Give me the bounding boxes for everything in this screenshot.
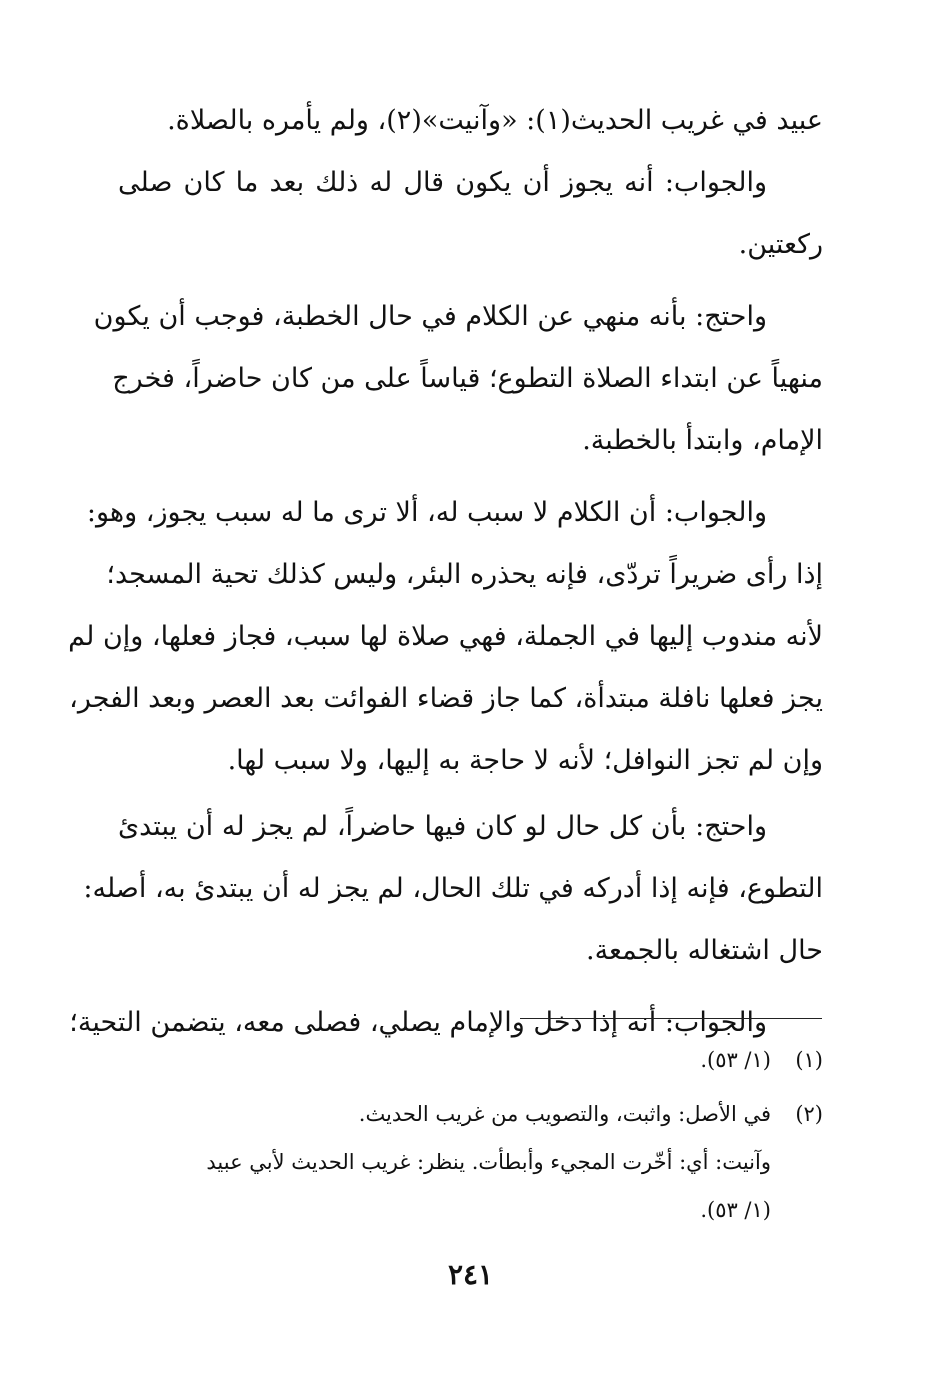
main-text <box>68 90 823 1054</box>
footnote-2-text-line-3: (١/ ٥٣). <box>700 1198 771 1222</box>
footnote-1-number: (١) <box>795 1048 823 1072</box>
text-line-13: التطوع، فإنه إذا أدركه في تلك الحال، لم يجز له أن يبتدئ به، أصله: <box>83 873 823 904</box>
text-line-10: يجز فعلها نافلة مبتدأة، كما جاز قضاء الفوائت بعد العصر وبعد الفجر، <box>69 683 823 714</box>
footnote-2 <box>290 1090 823 1138</box>
text-line-3: ركعتين. <box>738 229 823 260</box>
text-line-12: واحتج: بأن كل حال لو كان فيها حاضراً، لم يجز له أن يبتدئ <box>118 811 767 842</box>
text-line-5: منهياً عن ابتداء الصلاة التطوع؛ قياساً على من كان حاضراً، فخرج <box>112 363 823 394</box>
text-line-7: والجواب: أن الكلام لا سبب له، ألا ترى ما له سبب يجوز، وهو: <box>86 497 767 528</box>
text-line-8: إذا رأى ضريراً تردّى، فإنه يحذره البئر، وليس كذلك تحية المسجد؛ <box>106 559 823 590</box>
page-number: ٢٤١ <box>447 1258 494 1291</box>
footnote-1-text: (١/ ٥٣). <box>700 1048 771 1072</box>
text-line-14: حال اشتغاله بالجمعة. <box>585 935 823 966</box>
footnote-2-text-line-2: وآنيت: أي: أخّرت المجيء وأبطأت. ينظر: غريب الحديث لأبي عبيد <box>206 1150 771 1174</box>
text-line-9: لأنه مندوب إليها في الجملة، فهي صلاة لها سبب، فجاز فعلها، وإن لم <box>68 621 823 652</box>
text-line-2: والجواب: أنه يجوز أن يكون قال له ذلك بعد ما كان صلى <box>118 167 767 198</box>
text-line-6: الإمام، وابتدأ بالخطبة. <box>582 425 823 456</box>
text-line-1: عبيد في غريب الحديث(١): «وآنيت»(٢)، ولم يأمره بالصلاة. <box>167 105 823 136</box>
footnote-1 <box>290 1036 823 1084</box>
footnote-2-number: (٢) <box>795 1102 823 1126</box>
footnotes <box>206 1036 823 1234</box>
footnote-separator <box>520 1018 822 1019</box>
footnote-2-text-line-1: في الأصل: واثبت، والتصويب من غريب الحديث. <box>358 1102 771 1126</box>
text-line-15: والجواب: أنه إذا دخل والإمام يصلي، فصلى معه، يتضمن التحية؛ <box>69 1007 767 1038</box>
text-line-11: وإن لم تجز النوافل؛ لأنه لا حاجة به إليها، ولا سبب لها. <box>227 745 823 776</box>
text-line-4: واحتج: بأنه منهي عن الكلام في حال الخطبة، فوجب أن يكون <box>93 301 767 332</box>
